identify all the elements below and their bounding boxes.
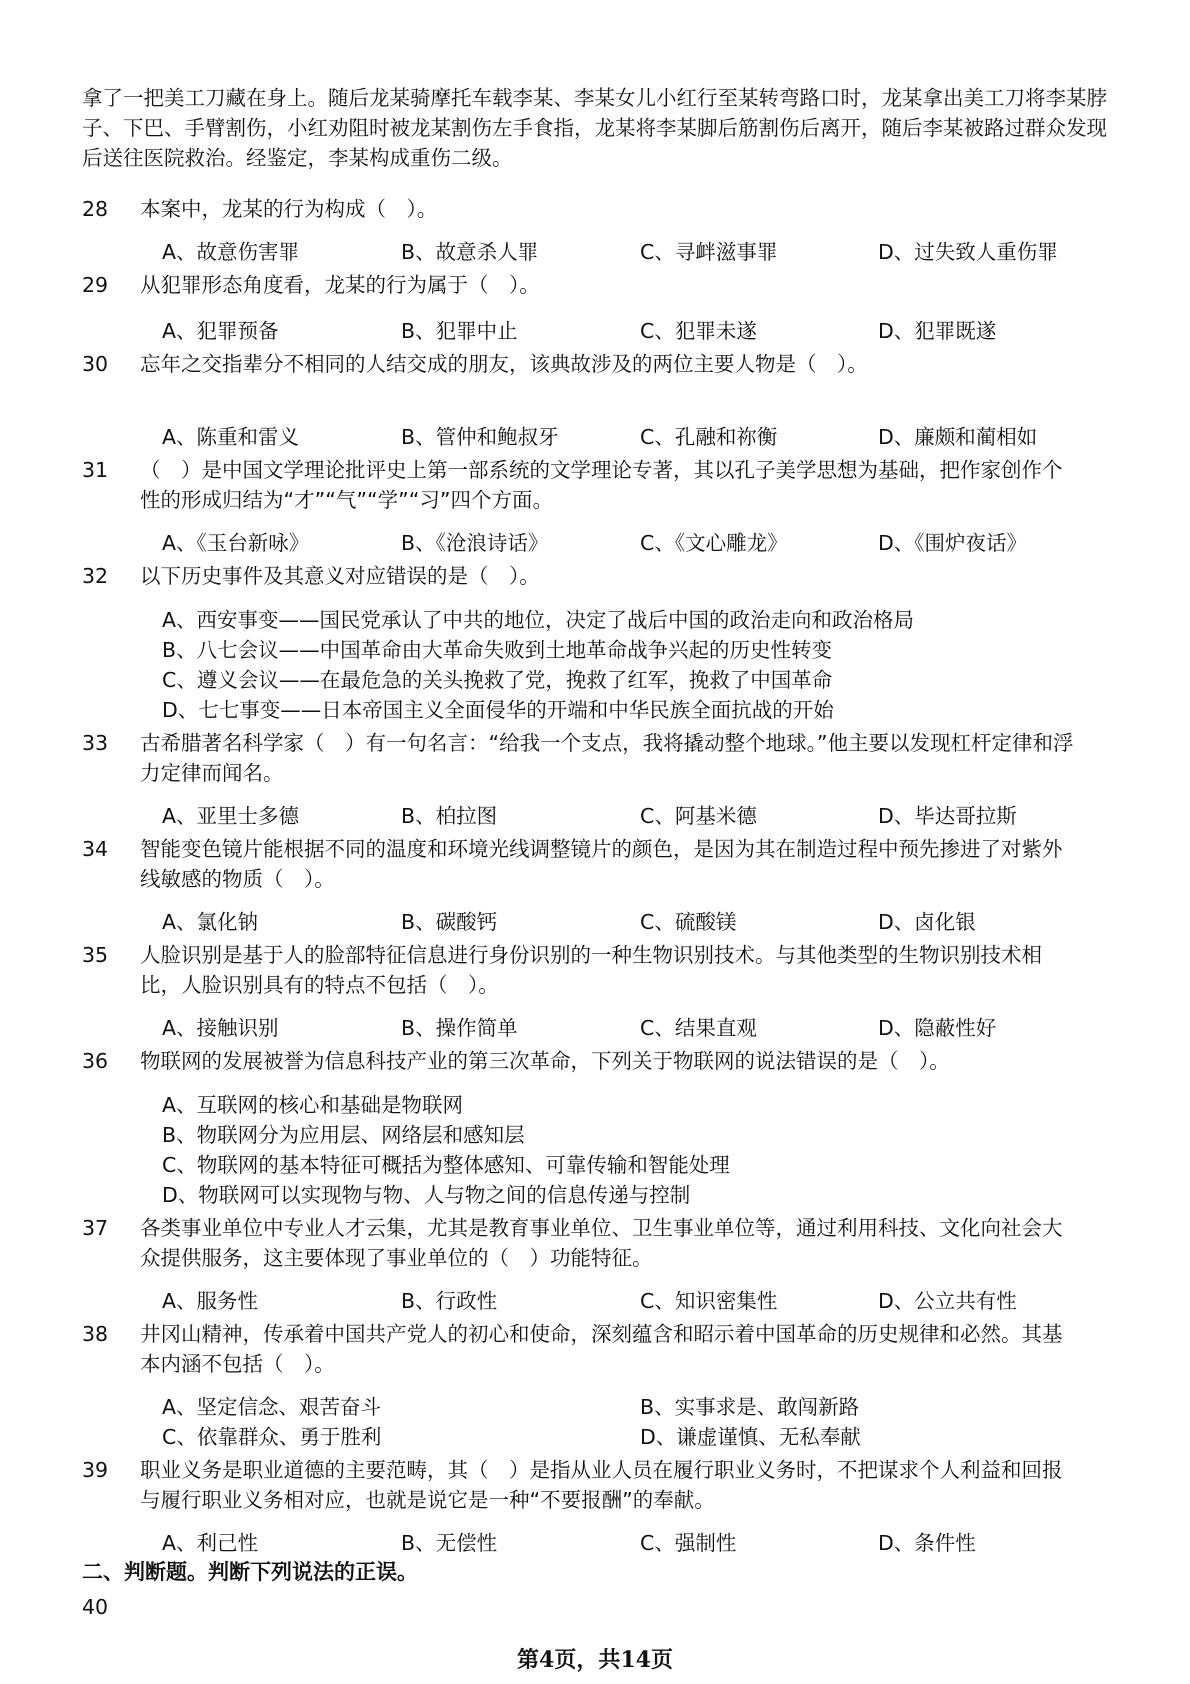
option-a: A、服务性 [162,1289,259,1313]
option-a: A、故意伤害罪 [162,240,300,264]
option-b: B、犯罪中止 [401,319,518,343]
question-text: （ ）是中国文学理论批评史上第一部系统的文学理论专著，其以孔子美学思想为基础，把作家创作个性的形成归结为“才”“气”“学”“习”四个方面。 [140,458,1063,512]
question-text: 人脸识别是基于人的脸部特征信息进行身份识别的一种生物识别技术。与其他类型的生物识别技术相比，人脸识别具有的特点不包括（ ）。 [140,943,1042,997]
option-c: C、物联网的基本特征可概括为整体感知、可靠传输和智能处理 [162,1153,730,1177]
question-text: 各类事业单位中专业人才云集，尤其是教育事业单位、卫生事业单位等，通过利用科技、文化向社会大众提供服务，这主要体现了事业单位的（ ）功能特征。 [140,1216,1063,1270]
option-a: A、犯罪预备 [162,319,279,343]
option-b: B、管仲和鲍叔牙 [401,425,559,449]
option-a: A、氯化钠 [162,910,259,934]
option-d: D、廉颇和蔺相如 [878,425,1038,449]
option-b: B、柏拉图 [401,804,498,828]
option-a: A、接触识别 [162,1016,279,1040]
option-c: C、结果直观 [640,1016,757,1040]
option-a: A、亚里士多德 [162,804,300,828]
question-number: 38 [82,1322,109,1346]
question-text: 从犯罪形态角度看，龙某的行为属于（ ）。 [140,273,540,297]
question-number: 30 [82,352,109,376]
option-b: B、故意杀人罪 [401,240,539,264]
question-number: 39 [82,1458,109,1482]
question-text: 智能变色镜片能根据不同的温度和环境光线调整镜片的颜色，是因为其在制造过程中预先掺进了对紫外线敏感的物质（ ）。 [140,837,1063,891]
option-c: C、硫酸镁 [640,910,737,934]
option-d: D、七七事变——日本帝国主义全面侵华的开端和中华民族全面抗战的开始 [162,698,834,722]
option-b: B、《沧浪诗话》 [401,531,549,555]
option-a: A、坚定信念、艰苦奋斗 [162,1395,382,1419]
option-c: C、遵义会议——在最危急的关头挽救了党，挽救了红军，挽救了中国革命 [162,668,833,692]
option-b: B、物联网分为应用层、网络层和感知层 [162,1123,525,1147]
option-b: B、操作简单 [401,1016,518,1040]
option-a: A、西安事变——国民党承认了中共的地位，决定了战后中国的政治走向和政治格局 [162,608,915,632]
option-d: D、隐蔽性好 [878,1016,997,1040]
option-d: D、卤化银 [878,910,976,934]
question-number: 33 [82,731,109,755]
option-d: D、《围炉夜话》 [878,531,1028,555]
case-intro-paragraph: 拿了一把美工刀藏在身上。随后龙某骑摩托车载李某、李某女儿小红行至某转弯路口时，龙某拿出美工刀将李某脖子、下巴、手臂割伤，小红劝阻时被龙某割伤左手食指，龙某将李某脚后筋割伤后离开，随后李某被路过群众发现后送往医院救治。经鉴定，李某构成重伤二级。 [82,86,1107,170]
option-c: C、知识密集性 [640,1289,778,1313]
question-text: 以下历史事件及其意义对应错误的是（ ）。 [140,564,540,588]
question-number: 31 [82,458,109,482]
question-text: 职业义务是职业道德的主要范畴，其（ ）是指从业人员在履行职业义务时，不把谋求个人利益和回报与履行职业义务相对应，也就是说它是一种“不要报酬”的奉献。 [140,1458,1063,1512]
section-title: 二、判断题。判断下列说法的正误。 [82,1560,418,1584]
option-d: D、谦虚谨慎、无私奉献 [640,1425,861,1449]
option-b: B、无偿性 [401,1531,498,1555]
option-a: A、利己性 [162,1531,259,1555]
question-number: 35 [82,943,109,967]
option-c: C、孔融和祢衡 [640,425,778,449]
option-b: B、实事求是、敢闯新路 [640,1395,860,1419]
question-text: 物联网的发展被誉为信息科技产业的第三次革命，下列关于物联网的说法错误的是（ ）。 [140,1049,950,1073]
question-number: 37 [82,1216,109,1240]
page-footer: 第4页，共14页 [517,1647,673,1673]
option-b: B、八七会议——中国革命由大革命失败到土地革命战争兴起的历史性转变 [162,638,833,662]
option-b: B、碳酸钙 [401,910,498,934]
option-d: D、过失致人重伤罪 [878,240,1058,264]
question-number: 34 [82,837,109,861]
option-d: D、物联网可以实现物与物、人与物之间的信息传递与控制 [162,1183,691,1207]
option-d: D、公立共有性 [878,1289,1017,1313]
question-number: 40 [82,1595,109,1619]
question-text: 井冈山精神，传承着中国共产党人的初心和使命，深刻蕴含和昭示着中国革命的历史规律和必然。其基本内涵不包括（ ）。 [140,1322,1063,1376]
option-c: C、《文心雕龙》 [640,531,788,555]
option-d: D、毕达哥拉斯 [878,804,1017,828]
question-text: 古希腊著名科学家（ ）有一句名言：“给我一个支点，我将撬动整个地球。”他主要以发现杠杆定律和浮力定律而闻名。 [140,731,1074,785]
question-number: 28 [82,197,109,221]
question-text: 忘年之交指辈分不相同的人结交成的朋友，该典故涉及的两位主要人物是（ ）。 [140,352,868,376]
option-a: A、陈重和雷义 [162,425,300,449]
option-a: A、《玉台新咏》 [162,531,310,555]
question-text: 本案中，龙某的行为构成（ ）。 [140,197,438,221]
question-number: 32 [82,564,109,588]
option-c: C、犯罪未遂 [640,319,757,343]
question-number: 36 [82,1049,109,1073]
option-c: C、依靠群众、勇于胜利 [162,1425,382,1449]
option-c: C、寻衅滋事罪 [640,240,778,264]
option-c: C、阿基米德 [640,804,757,828]
option-a: A、互联网的核心和基础是物联网 [162,1093,464,1117]
option-d: D、犯罪既遂 [878,319,997,343]
option-b: B、行政性 [401,1289,498,1313]
option-c: C、强制性 [640,1531,737,1555]
option-d: D、条件性 [878,1531,976,1555]
question-number: 29 [82,273,109,297]
